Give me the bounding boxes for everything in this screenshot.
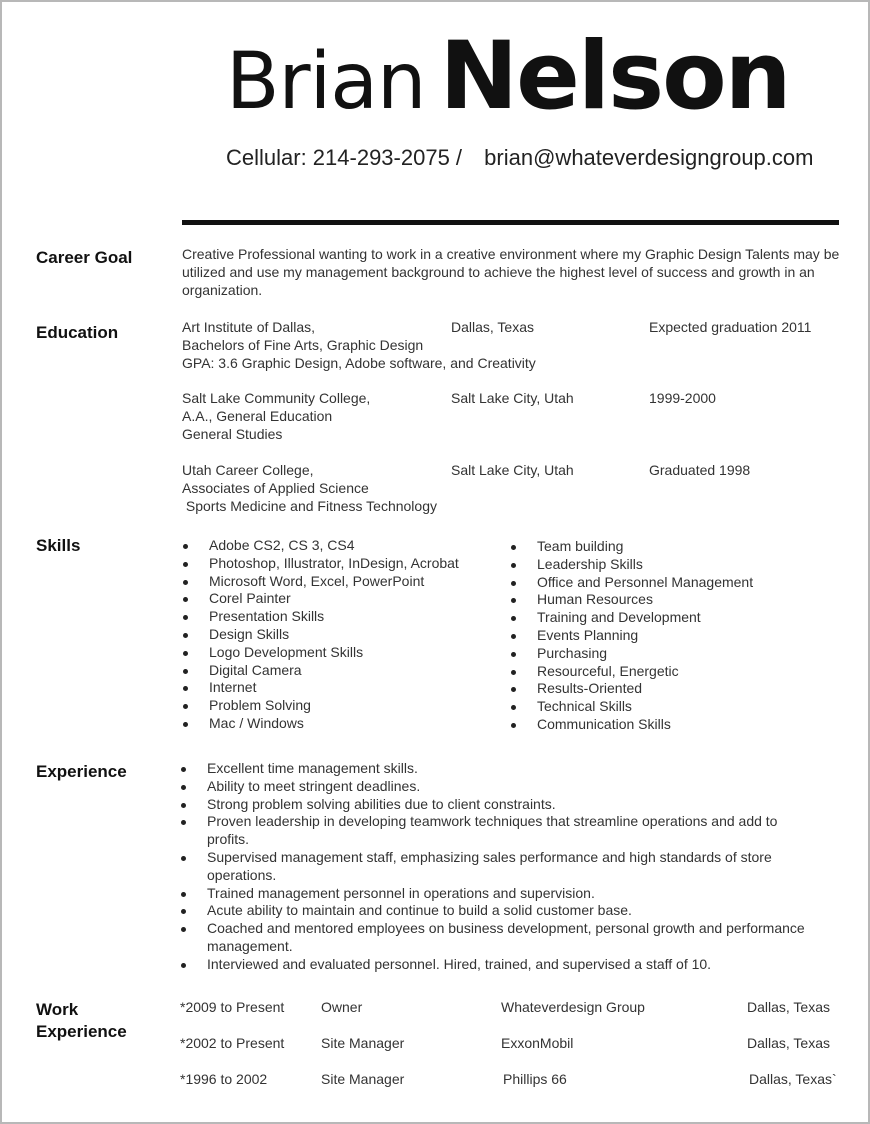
experience-list — [181, 760, 821, 974]
edu-line: Bachelors of Fine Arts, Graphic Design — [182, 337, 424, 353]
work-role: Owner — [321, 999, 363, 1015]
last-name: Nelson — [439, 22, 790, 131]
skills-heading: Skills — [36, 536, 81, 555]
education-entry — [182, 318, 842, 372]
list-item: Microsoft Word, Excel, PowerPoint — [183, 573, 459, 591]
list-item: Excellent time management skills. — [181, 760, 821, 778]
list-item: Acute ability to maintain and continue to build a solid customer base. — [181, 902, 821, 920]
edu-line: Utah Career College, — [182, 462, 314, 478]
edu-date: Graduated 1998 — [649, 462, 751, 478]
career-goal-text: Creative Professional wanting to work in a creative environment where my Graphic Design Talents may be utilized and use my management background to achieve the highest level of success and growth in an organization. — [182, 246, 840, 298]
phone-text: Cellular: 214-293-2075 / — [226, 145, 463, 170]
list-item: Results-Oriented — [511, 680, 753, 698]
list-item: Logo Development Skills — [183, 644, 459, 662]
work-period: *2009 to Present — [180, 999, 285, 1015]
work-location: Dallas, Texas — [747, 999, 831, 1015]
list-item: Office and Personnel Management — [511, 574, 753, 592]
list-item: Training and Development — [511, 609, 753, 627]
list-item: Corel Painter — [183, 590, 459, 608]
header-divider — [182, 220, 839, 225]
list-item: Problem Solving — [183, 697, 459, 715]
contact-line — [226, 145, 813, 171]
applicant-name — [226, 22, 790, 131]
list-item: Interviewed and evaluated personnel. Hired, trained, and supervised a staff of 10. — [181, 956, 821, 974]
work-row — [180, 1071, 840, 1089]
list-item: Communication Skills — [511, 716, 753, 734]
edu-line: Art Institute of Dallas, — [182, 319, 316, 335]
edu-line: Associates of Applied Science — [182, 480, 369, 496]
edu-line: General Studies — [182, 426, 283, 442]
list-item: Ability to meet stringent deadlines. — [181, 778, 821, 796]
email-text: brian@whateverdesigngroup.com — [484, 145, 814, 170]
list-item: Trained management personnel in operations and supervision. — [181, 885, 821, 903]
work-company: ExxonMobil — [501, 1035, 574, 1051]
experience-heading: Experience — [36, 762, 127, 781]
list-item: Adobe CS2, CS 3, CS4 — [183, 537, 459, 555]
list-item: Team building — [511, 538, 753, 556]
list-item: Digital Camera — [183, 662, 459, 680]
list-item: Human Resources — [511, 591, 753, 609]
work-role: Site Manager — [321, 1035, 405, 1051]
list-item: Coached and mentored employees on business development, personal growth and performance management. — [181, 920, 821, 956]
list-item: Proven leadership in developing teamwork techniques that streamline operations and add to profits. — [181, 813, 821, 849]
list-item: Resourceful, Energetic — [511, 663, 753, 681]
list-item: Leadership Skills — [511, 556, 753, 574]
education-entry — [182, 389, 842, 443]
work-row — [180, 1035, 840, 1053]
edu-line: GPA: 3.6 Graphic Design, Adobe software, and Creativity — [182, 355, 536, 371]
edu-location: Salt Lake City, Utah — [451, 462, 574, 478]
work-location: Dallas, Texas` — [749, 1071, 837, 1087]
work-company: Phillips 66 — [503, 1071, 567, 1087]
skills-list-left — [183, 537, 459, 733]
edu-location: Dallas, Texas — [451, 319, 535, 335]
list-item: Presentation Skills — [183, 608, 459, 626]
work-period: *1996 to 2002 — [180, 1071, 268, 1087]
list-item: Purchasing — [511, 645, 753, 663]
edu-line: A.A., General Education — [182, 408, 333, 424]
edu-location: Salt Lake City, Utah — [451, 390, 574, 406]
list-item: Strong problem solving abilities due to client constraints. — [181, 796, 821, 814]
education-entry — [182, 461, 842, 515]
work-location: Dallas, Texas — [747, 1035, 831, 1051]
edu-date: 1999-2000 — [649, 390, 716, 406]
list-item: Internet — [183, 679, 459, 697]
first-name: Brian — [226, 37, 426, 127]
edu-date: Expected graduation 2011 — [649, 319, 812, 335]
list-item: Supervised management staff, emphasizing sales performance and high standards of store operations. — [181, 849, 821, 885]
edu-line: Salt Lake Community College, — [182, 390, 371, 406]
work-heading-line: Work — [36, 1000, 79, 1019]
list-item: Design Skills — [183, 626, 459, 644]
list-item: Events Planning — [511, 627, 753, 645]
skills-list-right — [511, 538, 753, 734]
work-company: Whateverdesign Group — [501, 999, 645, 1015]
education-heading: Education — [36, 323, 119, 342]
career-goal-heading: Career Goal — [36, 248, 133, 267]
work-row — [180, 999, 840, 1017]
work-experience-heading — [36, 999, 127, 1043]
edu-line: Sports Medicine and Fitness Technology — [182, 498, 437, 514]
list-item: Mac / Windows — [183, 715, 459, 733]
list-item: Technical Skills — [511, 698, 753, 716]
list-item: Photoshop, Illustrator, InDesign, Acrobat — [183, 555, 459, 573]
work-period: *2002 to Present — [180, 1035, 285, 1051]
work-role: Site Manager — [321, 1071, 405, 1087]
work-heading-line: Experience — [36, 1022, 127, 1041]
